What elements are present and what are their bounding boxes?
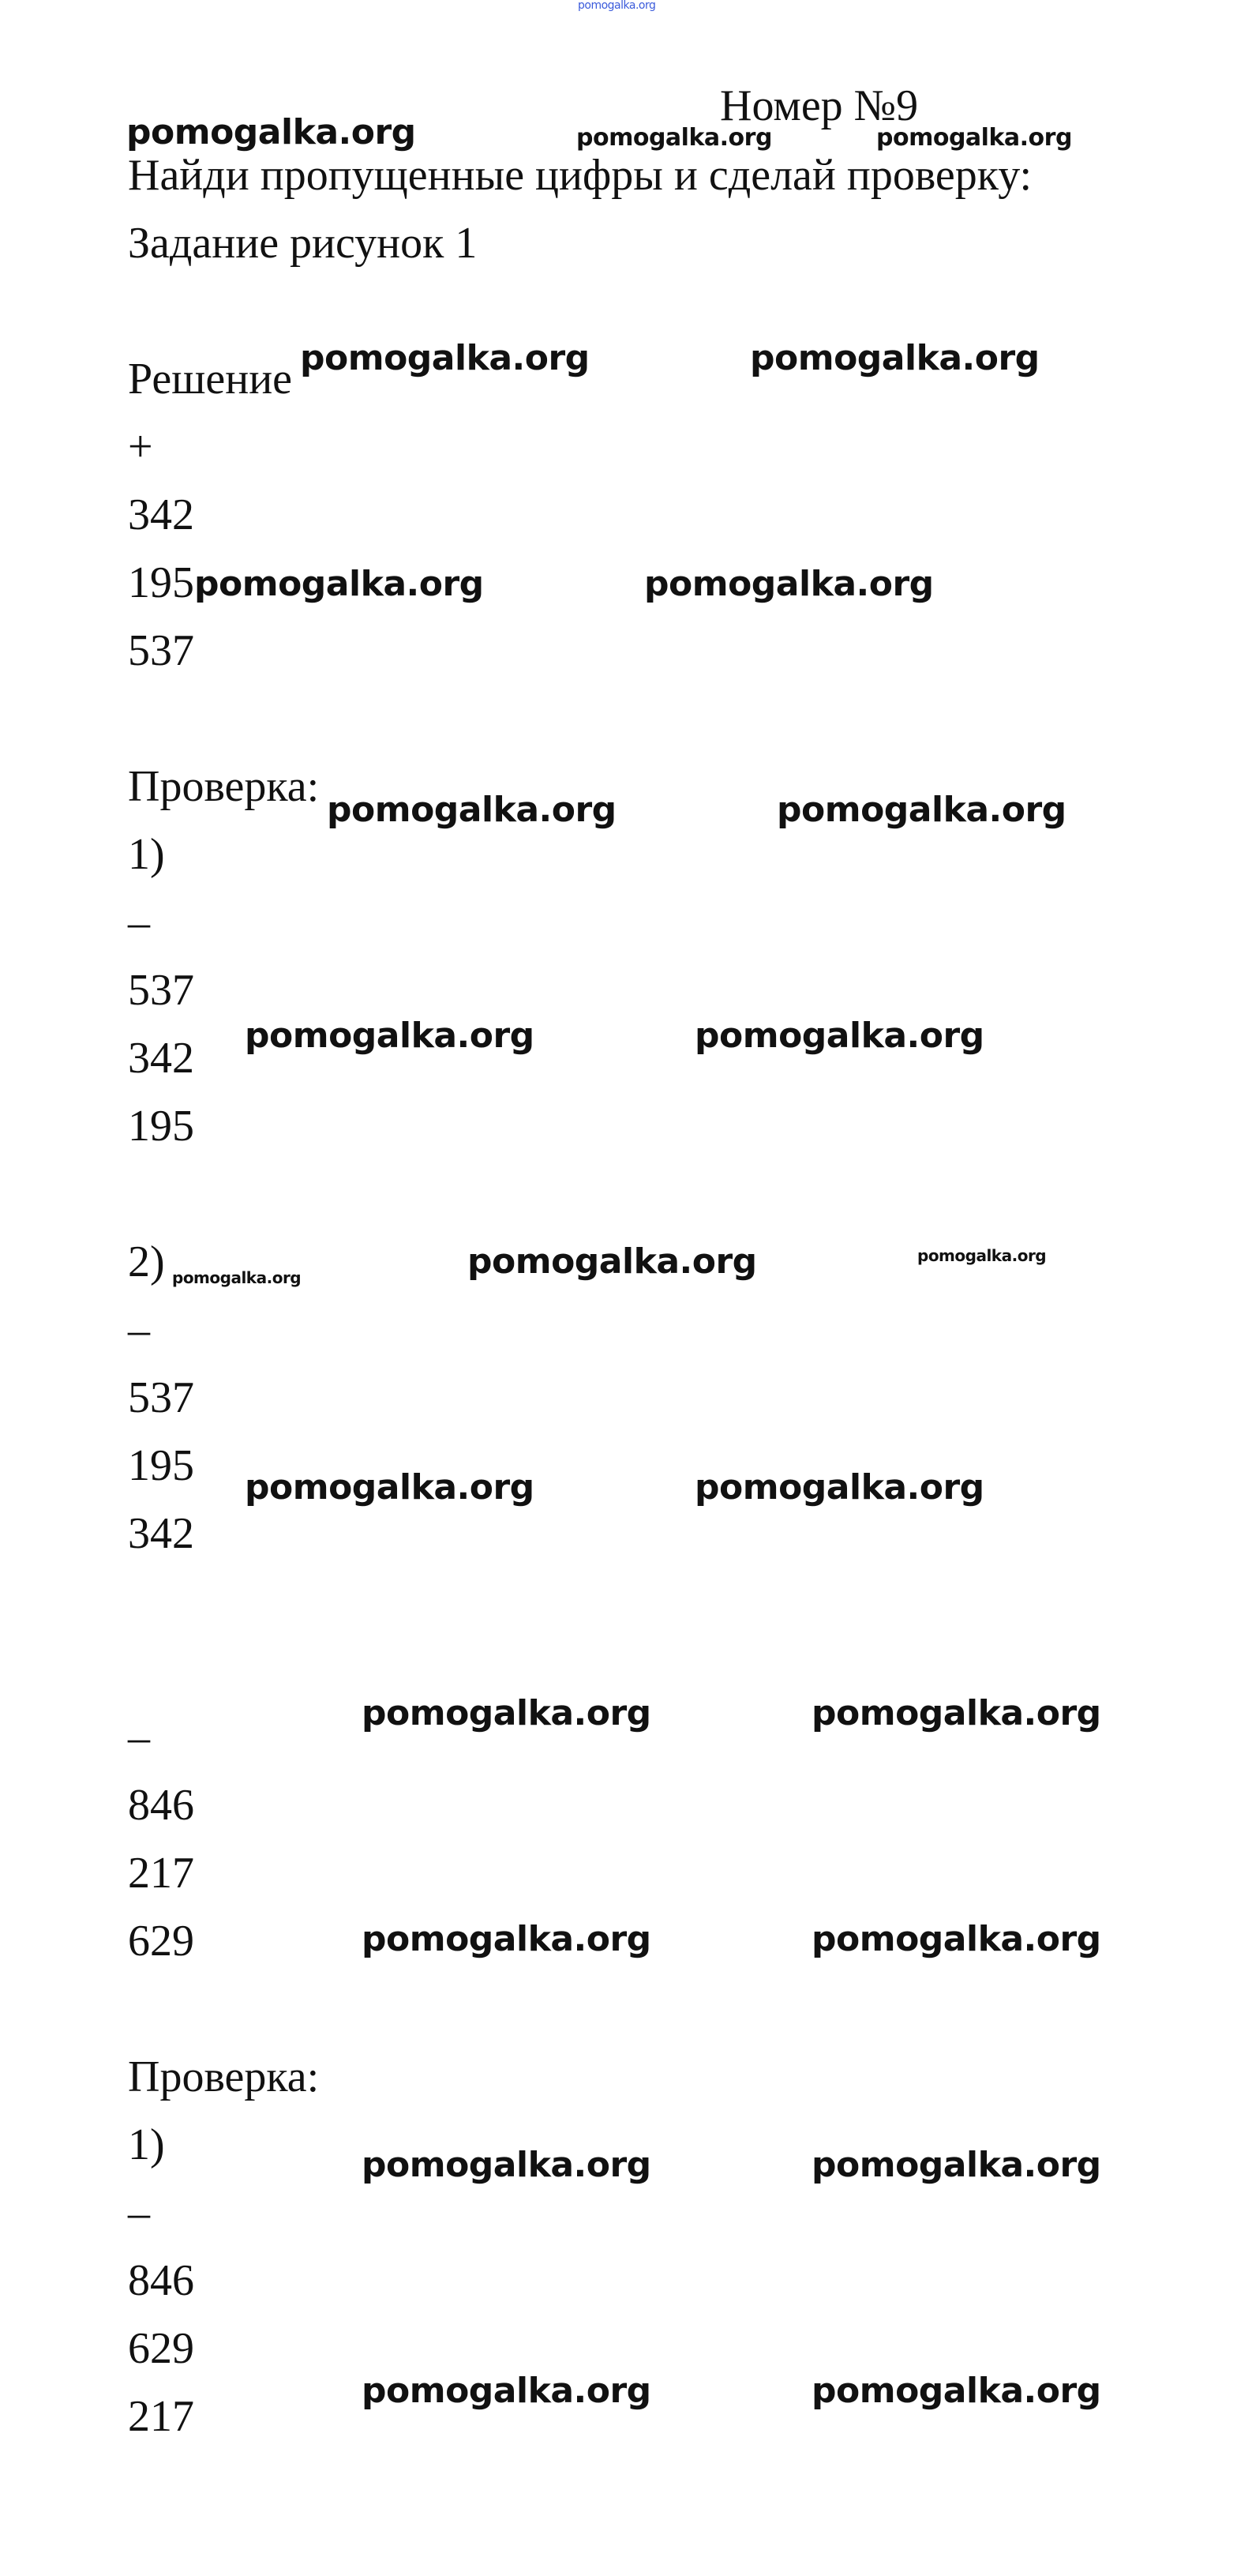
watermark: pomogalka.org	[812, 1919, 1101, 1959]
watermark: pomogalka.org	[812, 1693, 1101, 1733]
check1-difference: 195	[128, 1102, 194, 1151]
example2-subtrahend: 217	[128, 1849, 194, 1898]
plus-sign: +	[128, 422, 153, 471]
check-step-1: 1)	[128, 830, 165, 879]
check3-difference: 217	[128, 2392, 194, 2441]
check1-minuend: 537	[128, 966, 194, 1015]
check-step-2: 2)	[128, 1237, 165, 1286]
watermark: pomogalka.org	[245, 1016, 534, 1056]
watermark: pomogalka.org	[362, 1919, 651, 1959]
watermark: pomogalka.org	[172, 1268, 302, 1287]
watermark: pomogalka.org	[644, 564, 934, 604]
watermark: pomogalka.org	[576, 124, 772, 152]
check-label: Проверка:	[128, 2052, 320, 2101]
check-label: Проверка:	[128, 762, 320, 811]
check3-minuend: 846	[128, 2256, 194, 2305]
watermark: pomogalka.org	[812, 2371, 1101, 2411]
solution-addend-1: 342	[128, 490, 194, 539]
watermark: pomogalka.org	[300, 338, 590, 378]
minus-sign: –	[128, 1713, 150, 1762]
check-step-1: 1)	[128, 2120, 165, 2169]
watermark: pomogalka.org	[812, 2145, 1101, 2185]
watermark: pomogalka.org	[362, 1693, 651, 1733]
check3-subtrahend: 629	[128, 2324, 194, 2373]
watermark: pomogalka.org	[245, 1467, 534, 1508]
solution-label: Решение	[128, 355, 293, 404]
solution-addend-2: 195	[128, 558, 194, 607]
watermark: pomogalka.org	[362, 2145, 651, 2185]
instruction-text: Найди пропущенные цифры и сделай проверку:	[128, 151, 1033, 200]
minus-sign: –	[128, 1305, 150, 1354]
solution-sum: 537	[128, 626, 194, 675]
watermark: pomogalka.org	[876, 124, 1072, 152]
check1-subtrahend: 342	[128, 1034, 194, 1083]
watermark: pomogalka.org	[362, 2371, 651, 2411]
watermark: pomogalka.org	[917, 1246, 1047, 1265]
minus-sign: –	[128, 898, 150, 947]
watermark: pomogalka.org	[327, 790, 617, 830]
watermark: pomogalka.org	[695, 1016, 984, 1056]
example2-minuend: 846	[128, 1781, 194, 1830]
check2-difference: 342	[128, 1509, 194, 1558]
watermark: pomogalka.org	[777, 790, 1066, 830]
exercise-number: Номер №9	[720, 81, 919, 130]
example2-difference: 629	[128, 1917, 194, 1966]
minus-sign: –	[128, 2188, 150, 2237]
check2-subtrahend: 195	[128, 1441, 194, 1490]
check2-minuend: 537	[128, 1373, 194, 1422]
watermark: pomogalka.org	[750, 338, 1040, 378]
task-reference: Задание рисунок 1	[128, 219, 478, 268]
watermark: pomogalka.org	[467, 1241, 757, 1282]
watermark: pomogalka.org	[695, 1467, 984, 1508]
watermark: pomogalka.org	[578, 0, 656, 12]
watermark: pomogalka.org	[126, 112, 416, 152]
watermark: pomogalka.org	[194, 564, 484, 604]
